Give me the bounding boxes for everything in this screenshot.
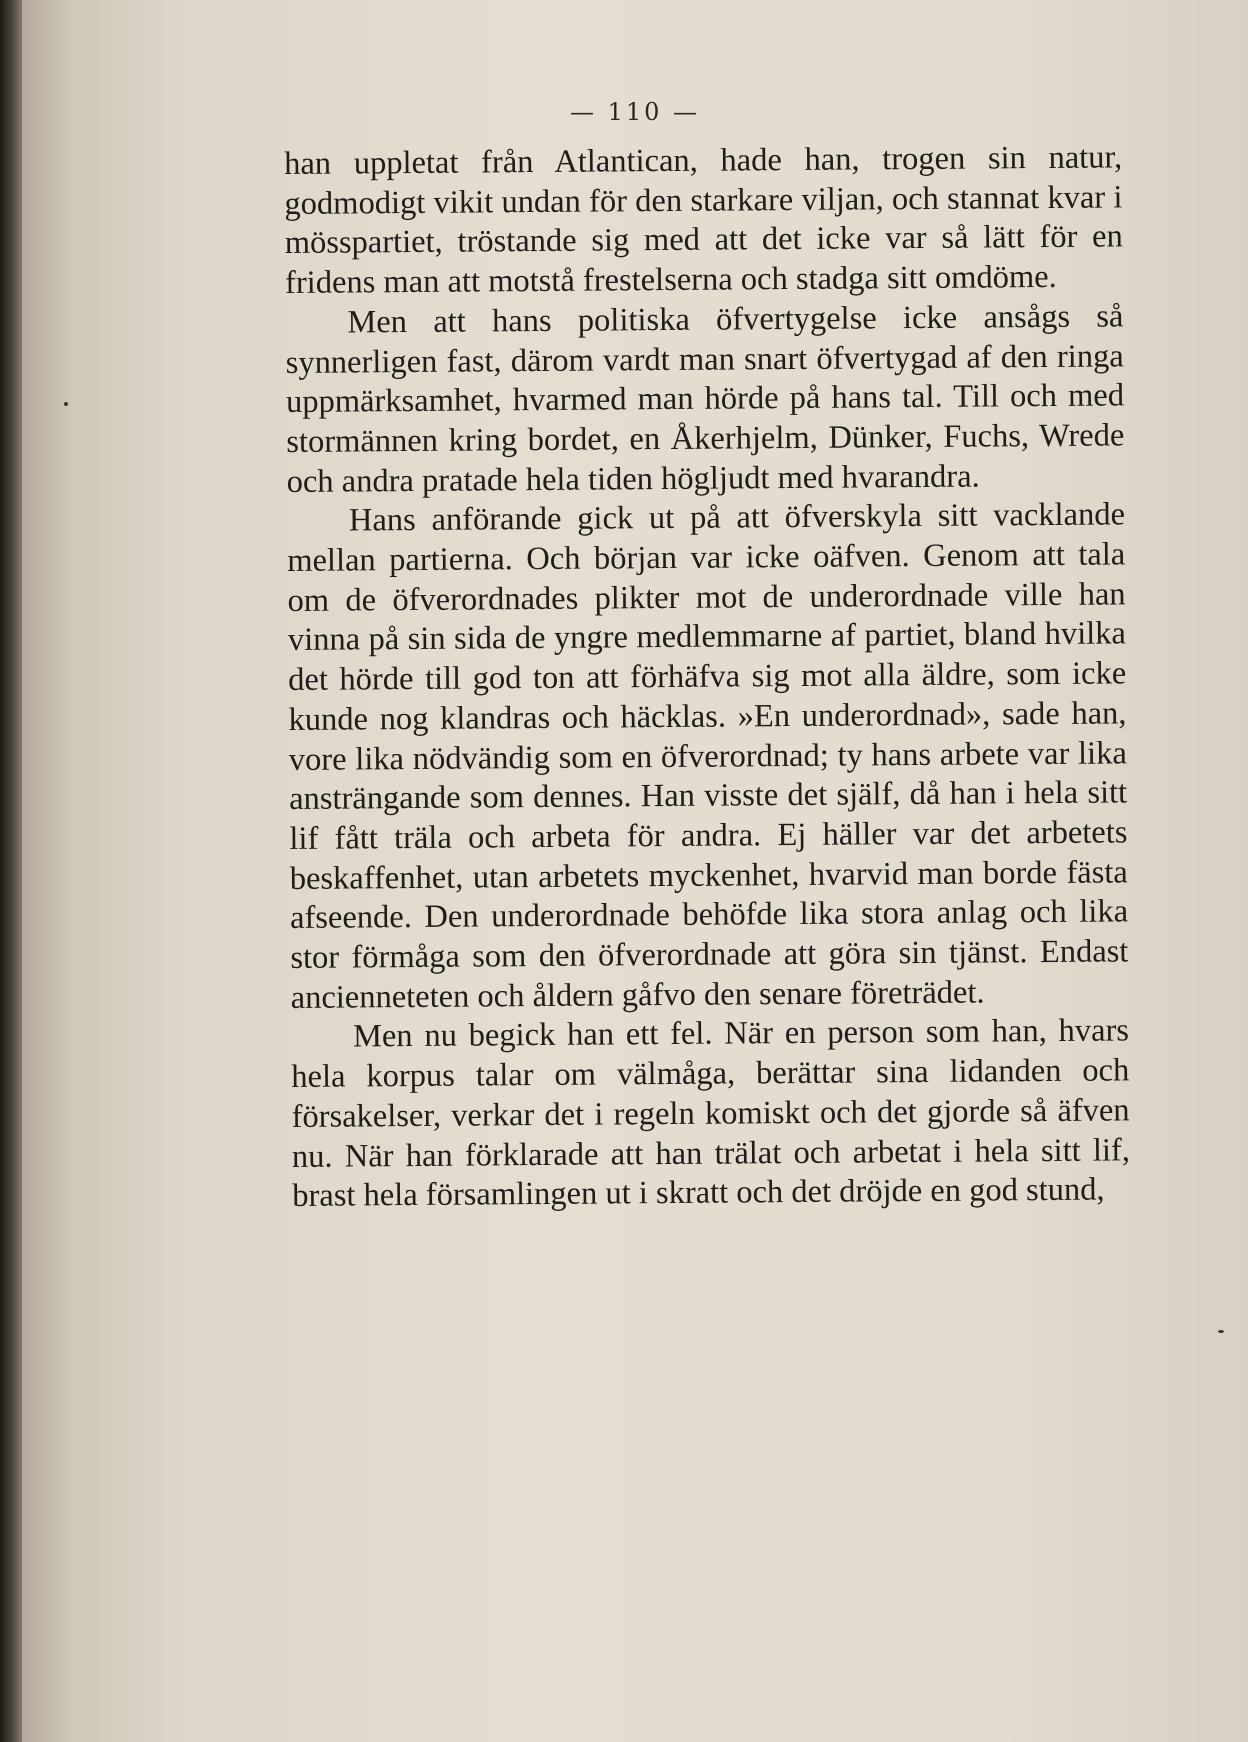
book-page	[22, 0, 1248, 1742]
paper-speck	[64, 402, 68, 406]
paragraph-2: Men att hans politiska öfvertygelse icke ansågs så synnerligen fast, därom vardt man snart öfvertygad af den ringa uppmärksamhet, hvarmed man hörde på hans tal. Till och med stormännen kring bordet, en Åkerhjelm, Dünker, Fuchs, Wrede och andra pratade hela tiden högljudt med hvarandra.	[285, 298, 1125, 500]
paragraph-1: han uppletat från Atlantican, hade han, trogen sin natur, godmodigt vikit undan för den starkare viljan, och stannat kvar i mösspartiet, tröstande sig med att det icke var så lätt för en fridens man att motstå frestelserna och stadga sitt omdöme.	[284, 139, 1123, 302]
paper-speck	[1218, 1330, 1224, 1333]
paragraph-3: Hans anförande gick ut på att öfverskyla sitt vacklande mellan partierna. Och början var icke oäfven. Genom att tala om de öfverordnades plikter mot de underordnade ville han vinna på sin sida de yngre medlemmarne af partiet, bland hvilka det hörde till god ton att förhäfva sig mot alla äldre, som icke kunde nog klandras och häcklas. »En underordnad», sade han, vore lika nödvändig som en öfverordnad; ty hans arbete var lika ansträngande som dennes. Han visste det själf, då han i hela sitt lif fått träla och arbeta för andra. Ej häller var det arbetets beskaffenhet, utan arbetets myckenhet, hvarvid man borde fästa afseende. Den underordnade behöfde lika stora anlag och lika stor förmåga som den öfverordnade att göra sin tjänst. Endast ancienneteten och åldern gåfvo den senare företrädet.	[287, 496, 1129, 1016]
page-number: — 110 —	[569, 98, 701, 126]
paragraph-4: Men nu begick han ett fel. När en person som han, hvars hela korpus talar om välmåga, berättar sina lidanden och försakelser, verkar det i regeln komiskt och det gjorde så äfven nu. När han förklarade att han trälat och arbetat i hela sitt lif, brast hela församlingen ut i skratt och det dröjde en god stund,	[291, 1012, 1131, 1215]
body-text	[284, 138, 1130, 1217]
